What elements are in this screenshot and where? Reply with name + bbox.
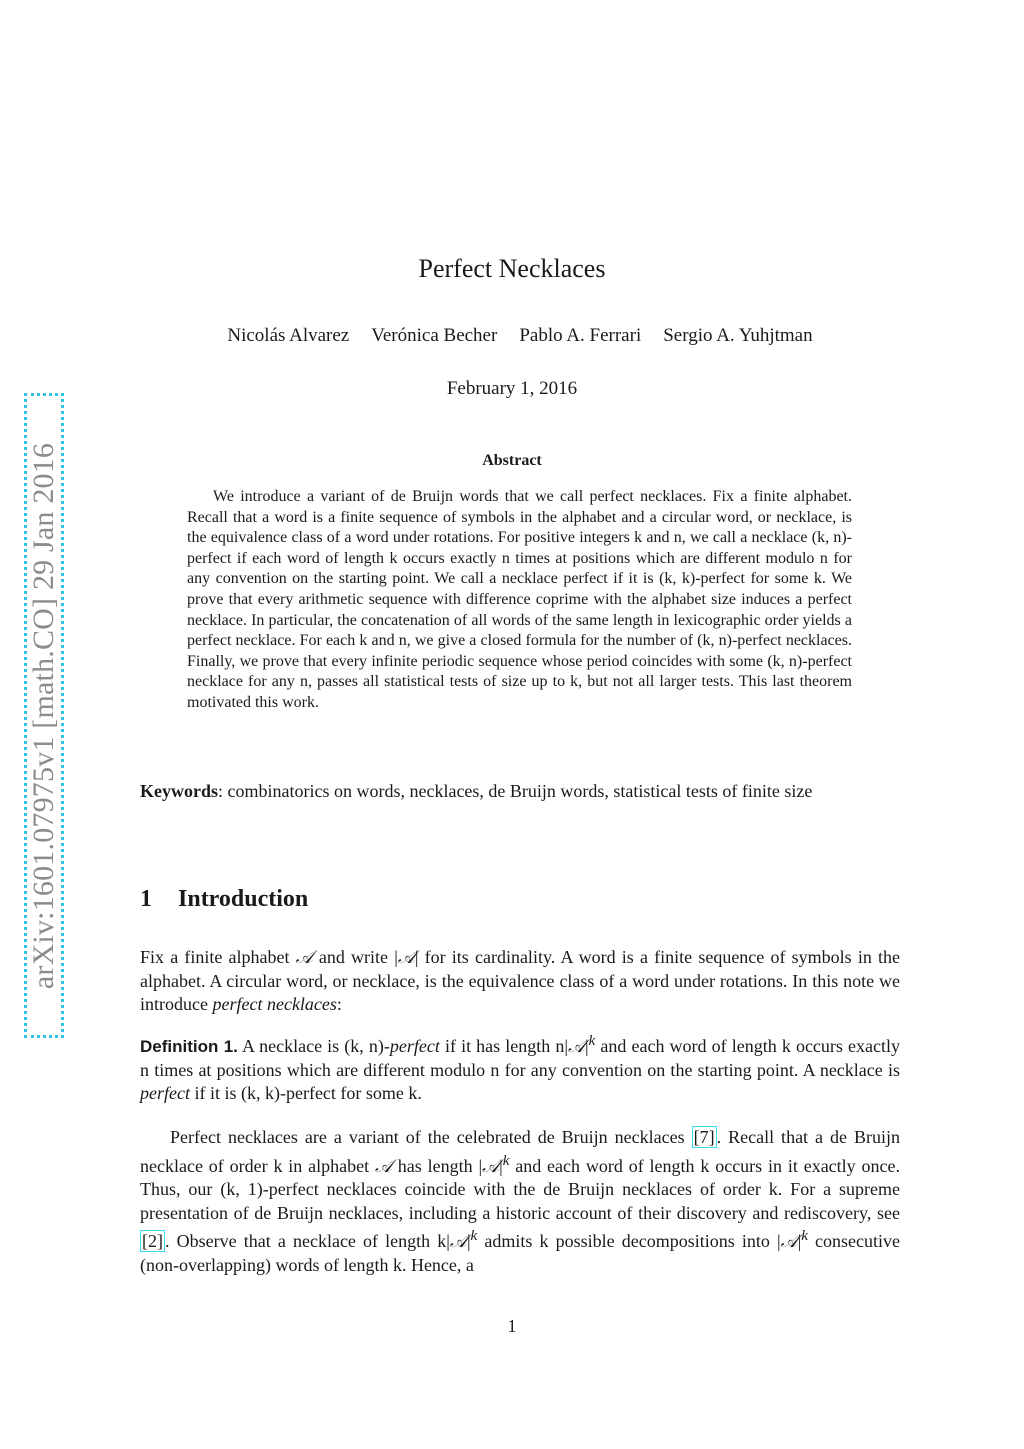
page-number: 1 [507,1316,517,1336]
definition-label: Definition 1. [140,1037,238,1056]
intro-paragraph: Fix a finite alphabet 𝒜 and write |𝒜| for its cardinality. A word is a finite sequence of symbols in the alphabet. A circular word, or necklace, is the equivalence class of a word under rotations. In this note we introduce perfect necklaces: [140,947,900,1015]
author-name: Sergio A. Yuhjtman [663,325,813,346]
author-name: Nicolás Alvarez [227,325,350,346]
author-name: Verónica Becher [371,325,498,346]
definition-block: Definition 1. A necklace is (k, n)-perfect if it has length $n|𝒜|^k$ and each word of length k occurs exactly n times at positions which are different modulo n for any convention on the starting point. A necklace is perfect if it is (k, k)-perfect for some k. [140,1033,900,1104]
arxiv-stamp-text: arXiv:1601.07975v1 [math.CO] 29 Jan 2016 [27,442,60,989]
section-number: 1 [140,886,152,912]
publication-date: February 1, 2016 [446,378,578,399]
keywords-label: Keywords [140,781,218,801]
keywords-text: : combinatorics on words, necklaces, de Bruijn words, statistical tests of finite size [218,781,813,801]
author-list [140,325,900,347]
intro-paragraph: Perfect necklaces are a variant of the celebrated de Bruijn necklaces [7] . Recall that a de Bruijn necklace of order k in alphabet 𝒜 has length $|𝒜|^k$ and each word of length k occurs in it exactly once. Thus, our (k, 1)-perfect necklaces coincide with the de Bruijn necklaces of order k. For a supreme presentation of de Bruijn necklaces, including a historic account of their discovery and rediscovery, see [2] . Observe that a necklace of length $k|𝒜|^k$ admits k possible decompositions into $|𝒜|^k$ consecutive (non-overlapping) words of length k. Hence, a [140,1127,900,1275]
arxiv-stamp[interactable] [24,393,64,1038]
abstract-heading: Abstract [482,452,542,469]
section-title: Introduction [178,886,309,912]
section-heading [140,886,308,913]
citation-link[interactable]: [2] [142,1231,163,1252]
keywords-line [140,781,910,802]
citation-link[interactable]: [7] [693,1127,715,1147]
paper-title: Perfect Necklaces [418,254,606,283]
abstract-body: We introduce a variant of de Bruijn words that we call perfect necklaces. Fix a finite alphabet. Recall that a word is a finite sequence of symbols in the alphabet and a circular word, or necklace, is the equivalence class of a word under rotations. For positive integers k and n, we call a necklace (k, n)-perfect if each word of length k occurs exactly n times at positions which are different modulo n for any convention on the starting point. We call a necklace perfect if it is (k, k)-perfect for some k. We prove that every arithmetic sequence with difference coprime with the alphabet size induces a perfect necklace. In particular, the concatenation of all words of the same length in lexicographic order yields a perfect necklace. For each k and n, we give a closed formula for the number of (k, n)-perfect necklaces. Finally, we prove that every infinite periodic sequence whose period coincides with some (k, n)-perfect necklace for any n, passes all statistical tests of size up to k, but not all larger tests. This last theorem motivated this work. [187,488,852,711]
author-name: Pablo A. Ferrari [519,325,642,346]
